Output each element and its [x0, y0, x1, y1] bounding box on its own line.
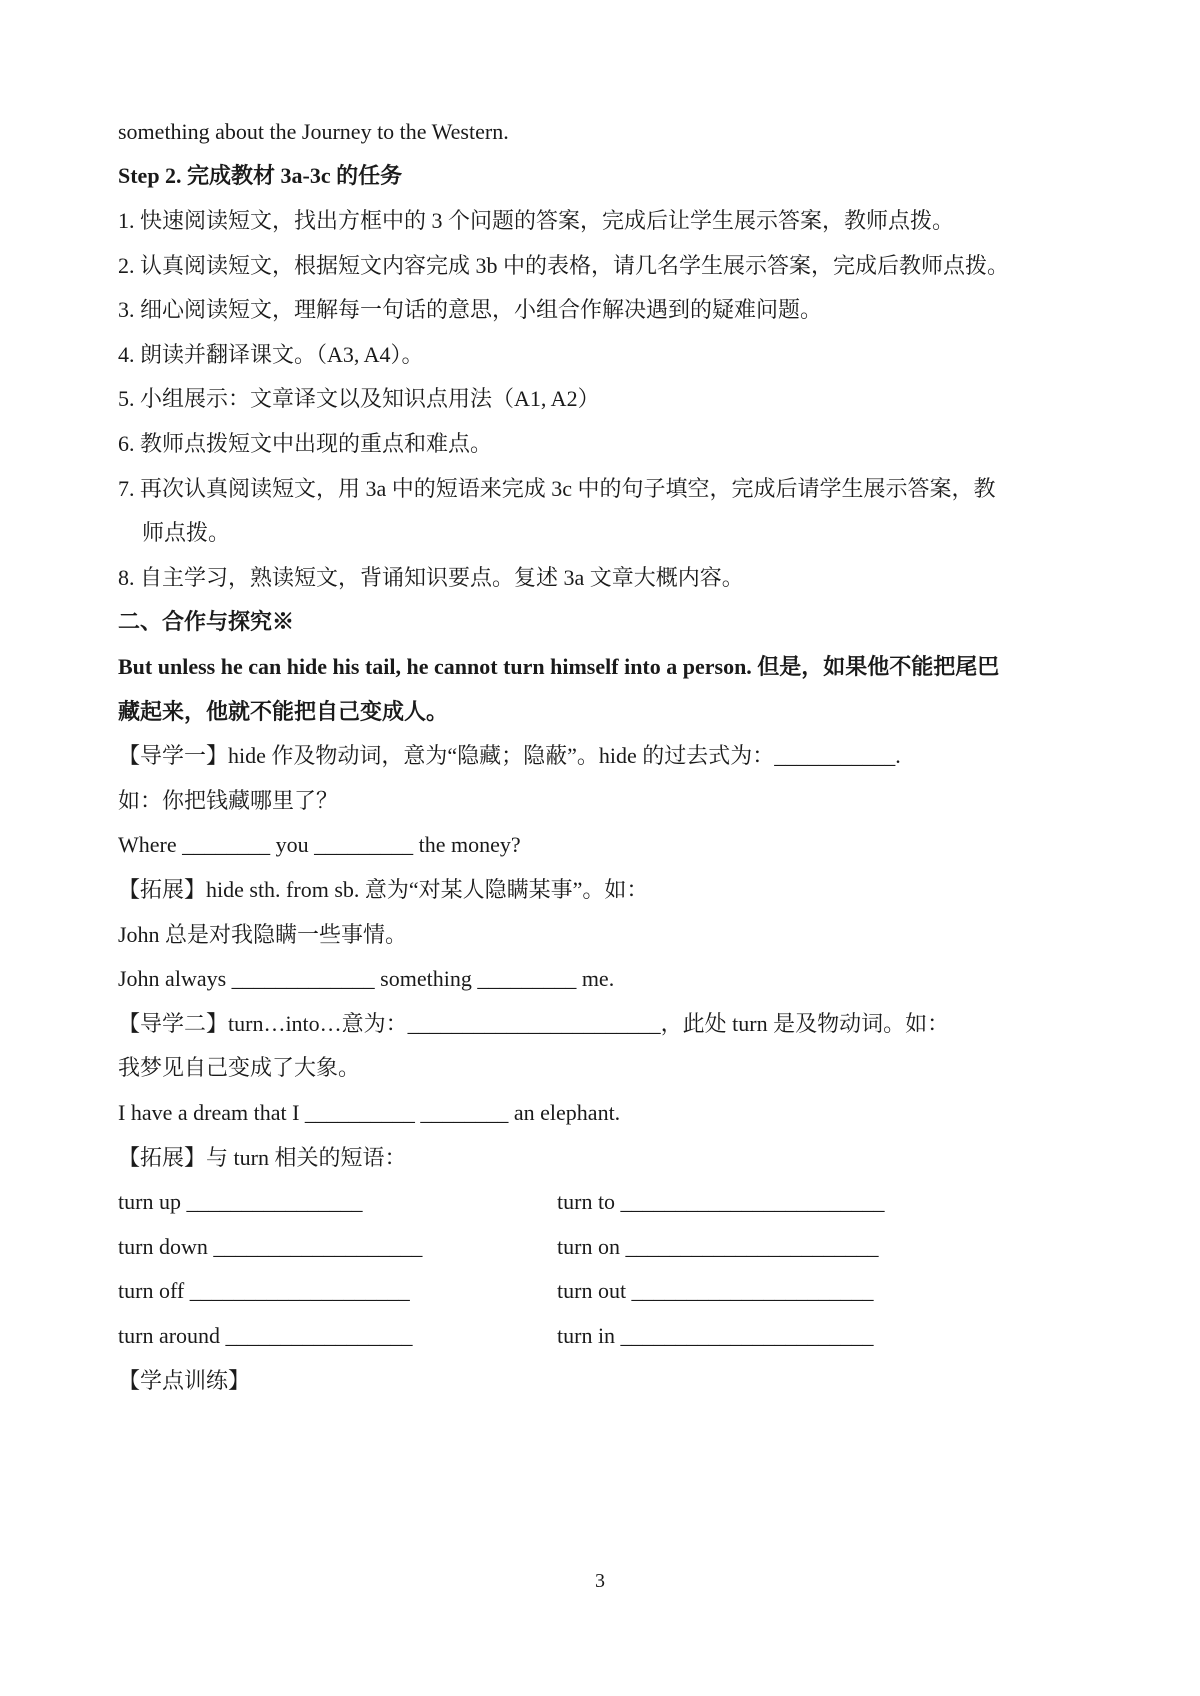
key-sentence-continued: 藏起来，他就不能把自己变成人。 [118, 699, 449, 724]
step-item-7: 7. 再次认真阅读短文，用 3a 中的短语来完成 3c 中的句子填空，完成后请学生展示答案，教 [118, 476, 996, 501]
page-number: 3 [595, 1570, 605, 1592]
guide-1: 【导学一】hide 作及物动词，意为“隐藏；隐蔽”。hide 的过去式为：___________. [118, 743, 901, 768]
extension-1-example-cn: John 总是对我隐瞒一些事情。 [118, 922, 408, 947]
guide-2-example-cn: 我梦见自己变成了大象。 [118, 1055, 361, 1080]
phrase-turn-up: turn up ________________ [118, 1189, 363, 1214]
step-item-8: 8. 自主学习，熟读短文，背诵知识要点。复述 3a 文章大概内容。 [118, 565, 744, 590]
key-sentence: But unless he can hide his tail, he cannot turn himself into a person. 但是，如果他不能把尾巴 [118, 654, 1000, 679]
phrase-turn-around: turn around _________________ [118, 1323, 413, 1348]
step-item-5: 5. 小组展示：文章译文以及知识点用法（A1, A2） [118, 386, 600, 411]
step-item-7-continued: 师点拨。 [142, 520, 231, 545]
guide-1-example-en: Where ________ you _________ the money? [118, 832, 521, 857]
phrase-turn-out: turn out ______________________ [557, 1278, 874, 1303]
extension-2: 【拓展】与 turn 相关的短语： [118, 1145, 407, 1170]
guide-2: 【导学二】turn…into…意为：_______________________，此处 turn 是及物动词。如： [118, 1011, 950, 1036]
phrase-turn-off: turn off ____________________ [118, 1278, 410, 1303]
section-2-heading: 二、合作与探究※ [118, 609, 295, 634]
practice-heading: 【学点训练】 [118, 1368, 251, 1393]
step-item-3: 3. 细心阅读短文，理解每一句话的意思，小组合作解决遇到的疑难问题。 [118, 297, 823, 322]
step-item-2: 2. 认真阅读短文，根据短文内容完成 3b 中的表格，请几名学生展示答案，完成后教师点拨。 [118, 253, 1010, 278]
phrase-turn-to: turn to ________________________ [557, 1189, 885, 1214]
guide-1-example-cn: 如：你把钱藏哪里了？ [118, 788, 339, 813]
phrase-turn-in: turn in _______________________ [557, 1323, 874, 1348]
extension-1-example-en: John always _____________ something _________ me. [118, 966, 615, 991]
step-item-6: 6. 教师点拨短文中出现的重点和难点。 [118, 431, 493, 456]
step-2-heading: Step 2. 完成教材 3a-3c 的任务 [118, 163, 403, 188]
step-item-4: 4. 朗读并翻译课文。（A3, A4）。 [118, 342, 424, 367]
step-item-1: 1. 快速阅读短文，找出方框中的 3 个问题的答案，完成后让学生展示答案，教师点拨。 [118, 208, 955, 233]
extension-1: 【拓展】hide sth. from sb. 意为“对某人隐瞒某事”。如： [118, 877, 649, 902]
guide-2-example-en: I have a dream that I __________ ________ an elephant. [118, 1100, 621, 1125]
phrase-turn-down: turn down ___________________ [118, 1234, 423, 1259]
continuation-line: something about the Journey to the Western. [118, 119, 509, 144]
phrase-turn-on: turn on _______________________ [557, 1234, 879, 1259]
